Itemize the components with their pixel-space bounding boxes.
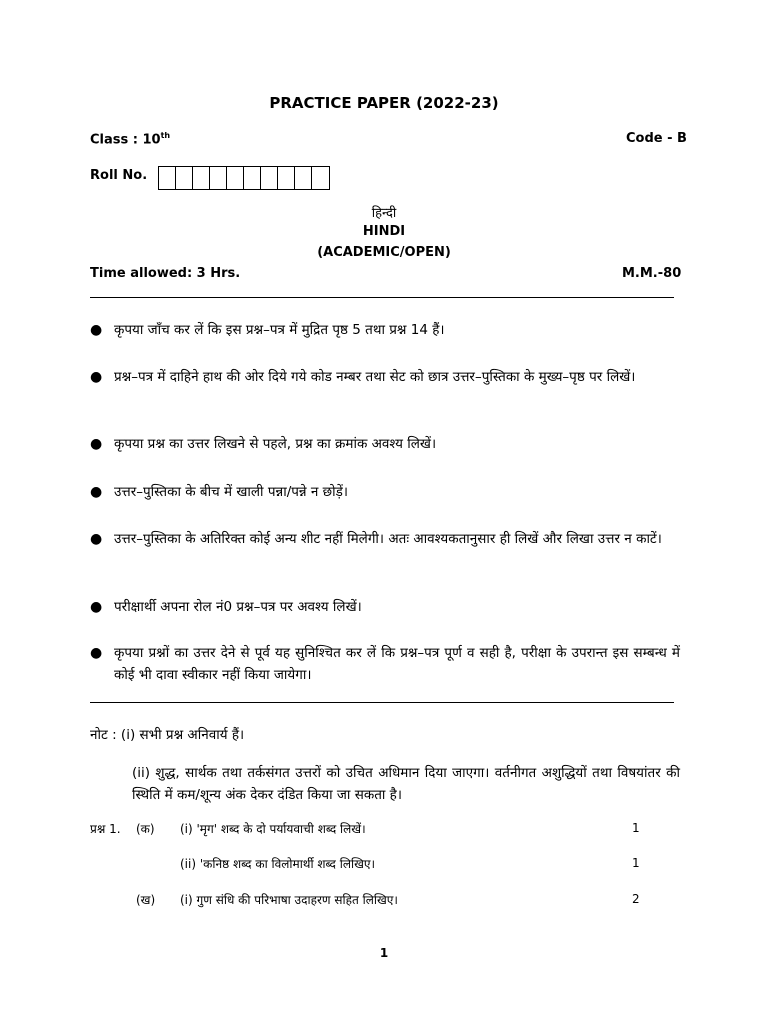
marks-1a-ii: 1 bbox=[632, 856, 640, 870]
roll-number-box[interactable] bbox=[210, 167, 227, 189]
divider-top bbox=[90, 297, 674, 298]
roll-number-box[interactable] bbox=[312, 167, 329, 189]
bullet-icon: ● bbox=[90, 645, 103, 661]
time-allowed: Time allowed: 3 Hrs. bbox=[90, 266, 241, 281]
bullet-icon: ● bbox=[90, 322, 103, 338]
instruction-item: ● कृपया प्रश्न का उत्तर लिखने से पहले, प्रश्न का क्रमांक अवश्य लिखें। bbox=[90, 433, 680, 455]
roll-number-box[interactable] bbox=[159, 167, 176, 189]
question-part-b: (ख) bbox=[136, 893, 156, 907]
roll-number-box[interactable] bbox=[227, 167, 244, 189]
page-number: 1 bbox=[379, 946, 389, 960]
subject-hindi: हिन्दी bbox=[371, 206, 397, 221]
roll-number-box[interactable] bbox=[278, 167, 295, 189]
question-number: प्रश्न 1. bbox=[90, 822, 121, 836]
stream-label: (ACADEMIC/OPEN) bbox=[317, 245, 451, 260]
paper-title: PRACTICE PAPER (2022-23) bbox=[269, 94, 499, 112]
instruction-item: ● उत्तर–पुस्तिका के अतिरिक्त कोई अन्य शीट नहीं मिलेगी। अतः आवश्यकतानुसार ही लिखें और लिखा उत्तर न काटें। bbox=[90, 528, 680, 550]
instruction-item: ● कृपया जाँच कर लें कि इस प्रश्न–पत्र में मुद्रित पृष्ठ 5 तथा प्रश्न 14 हैं। bbox=[90, 319, 680, 341]
max-marks: M.M.-80 bbox=[622, 266, 682, 281]
divider-bottom bbox=[90, 702, 674, 703]
note-line-2: (ii) शुद्ध, सार्थक तथा तर्कसंगत उत्तरों को उचित अधिमान दिया जाएगा। वर्तनीगत अशुद्धियों तथा विषयांतर की स्थिति में कम/शून्य अंक देकर दंडित किया जा सकता है। bbox=[132, 765, 680, 803]
roll-number-box[interactable] bbox=[176, 167, 193, 189]
note-line-1: नोट : (i) सभी प्रश्न अनिवार्य हैं। bbox=[90, 727, 245, 743]
question-1b-i: (i) गुण संधि की परिभाषा उदाहरण सहित लिखिए। bbox=[180, 893, 398, 907]
bullet-icon: ● bbox=[90, 436, 103, 452]
question-1a-ii: (ii) 'कनिष्ठ शब्द का विलोमार्थी शब्द लिखिए। bbox=[180, 857, 376, 871]
marks-1a-i: 1 bbox=[632, 821, 640, 835]
roll-number-box[interactable] bbox=[244, 167, 261, 189]
paper-code: Code - B bbox=[626, 131, 687, 146]
class-label: Class : 10th bbox=[90, 131, 171, 148]
roll-number-box[interactable] bbox=[295, 167, 312, 189]
bullet-icon: ● bbox=[90, 369, 103, 385]
instruction-item: ● प्रश्न–पत्र में दाहिने हाथ की ओर दिये गये कोड नम्बर तथा सेट को छात्र उत्तर–पुस्तिका के मुख्य–पृष्ठ पर लिखें। bbox=[90, 366, 680, 388]
bullet-icon: ● bbox=[90, 599, 103, 615]
instruction-item: ● परीक्षार्थी अपना रोल नं0 प्रश्न–पत्र पर अवश्य लिखें। bbox=[90, 596, 680, 618]
bullet-icon: ● bbox=[90, 484, 103, 500]
roll-number-box[interactable] bbox=[261, 167, 278, 189]
roll-number-label: Roll No. bbox=[90, 168, 148, 183]
instruction-item: ● उत्तर–पुस्तिका के बीच में खाली पन्ना/पन्ने न छोड़ें। bbox=[90, 481, 680, 503]
bullet-icon: ● bbox=[90, 531, 103, 547]
roll-number-boxes[interactable] bbox=[158, 166, 330, 190]
question-part-a: (क) bbox=[136, 822, 155, 836]
subject-english: HINDI bbox=[362, 224, 406, 239]
question-1a-i: (i) 'मृग' शब्द के दो पर्यायवाची शब्द लिखें। bbox=[180, 822, 366, 836]
marks-1b-i: 2 bbox=[632, 892, 640, 906]
instruction-item: ● कृपया प्रश्नों का उत्तर देने से पूर्व यह सुनिश्चित कर लें कि प्रश्न–पत्र पूर्ण व सही है, परीक्षा के उपरान्त इस सम्बन्ध में कोई भी दावा स्वीकार नहीं किया जायेगा। bbox=[90, 642, 680, 686]
roll-number-box[interactable] bbox=[193, 167, 210, 189]
